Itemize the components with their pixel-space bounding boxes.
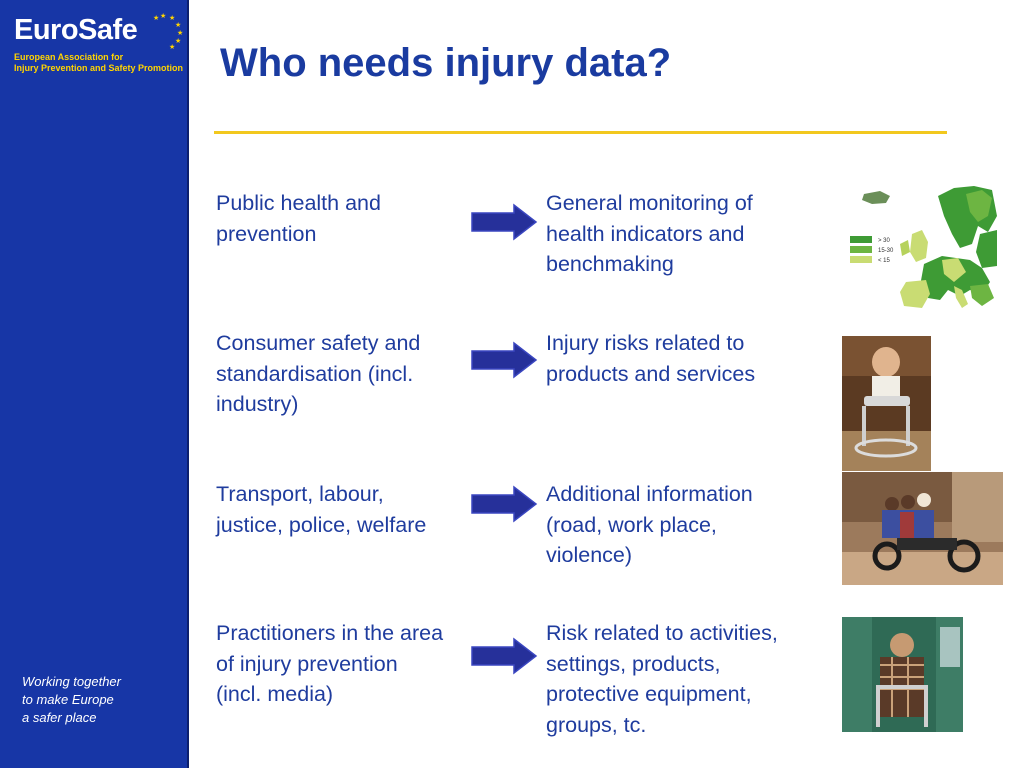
row-4-purpose: Risk related to activities, settings, products, protective equipment, groups, tc. <box>546 621 778 737</box>
page-title: Who needs injury data? <box>220 41 672 85</box>
svg-text:★: ★ <box>169 44 176 51</box>
slogan-line: a safer place <box>22 710 97 725</box>
svg-text:★: ★ <box>153 15 160 22</box>
row-2-purpose: Injury risks related to products and services <box>546 331 756 386</box>
map-legend-label: > 30 <box>878 238 890 244</box>
eu-stars-icon <box>142 10 186 54</box>
row-4-audience: Practitioners in the area of injury prevention (incl. media) <box>216 621 444 706</box>
svg-text:★: ★ <box>175 38 182 45</box>
arrow-right-icon <box>470 203 538 241</box>
svg-text:★: ★ <box>160 13 167 20</box>
elderly-person-with-walker-photo <box>842 617 963 732</box>
title-divider <box>214 131 947 134</box>
child-in-baby-walker-photo <box>842 336 931 471</box>
sidebar <box>0 0 189 768</box>
arrow-right-icon <box>470 485 538 523</box>
row-2-audience: Consumer safety and standardisation (incl. industry) <box>216 331 421 416</box>
arrow-right-icon <box>470 341 538 379</box>
map-legend-label: 15-30 <box>878 248 894 254</box>
row-3-purpose: Additional information (road, work place, violence) <box>546 482 753 567</box>
eurosafe-logo <box>14 14 184 74</box>
slogan-line: Working together <box>22 674 121 689</box>
svg-text:★: ★ <box>177 30 184 37</box>
map-legend-label: < 15 <box>878 258 890 264</box>
svg-text:★: ★ <box>169 15 176 22</box>
logo-text: EuroSafe <box>14 14 138 46</box>
row-3-audience: Transport, labour, justice, police, welfare <box>216 482 427 537</box>
svg-text:★: ★ <box>175 22 182 29</box>
slogan <box>22 673 182 727</box>
motorcycle-with-passengers-photo <box>842 472 1003 585</box>
europe-map <box>842 186 997 310</box>
slogan-line: to make Europe <box>22 692 114 707</box>
row-1-audience: Public health and prevention <box>216 191 381 246</box>
europe-map-image <box>842 186 997 310</box>
logo-subtitle: European Association for Injury Prevention and Safety Promotion <box>14 52 184 73</box>
row-1-purpose: General monitoring of health indicators and benchmaking <box>546 191 753 276</box>
arrow-right-icon <box>470 637 538 675</box>
